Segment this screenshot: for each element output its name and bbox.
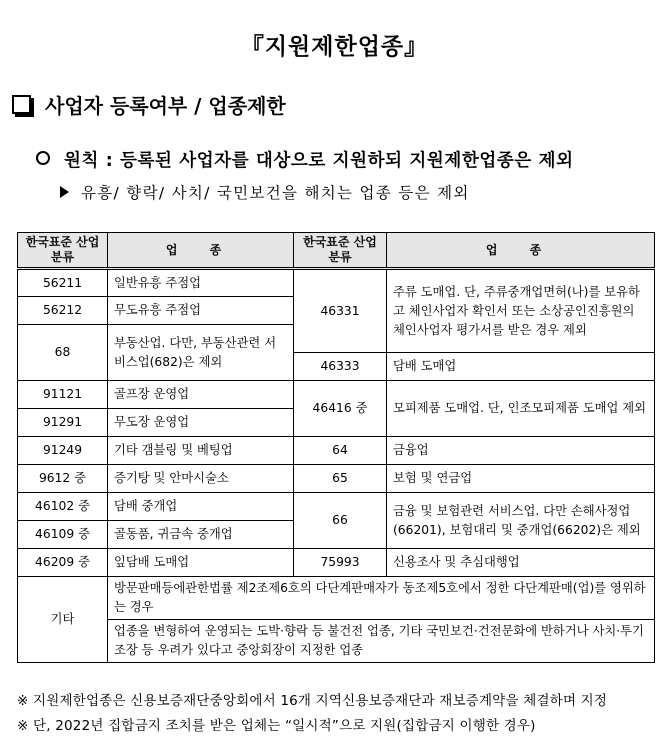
industry-cell: 골동품, 귀금속 중개업 — [108, 521, 294, 549]
other-text-cell: 업종을 변형하여 운영되는 도박·향락 등 불건전 업종, 기타 국민보건·건전문화에 반하거나 사치·투기조장 등 우려가 있다고 중앙회장이 지정한 업종 — [108, 620, 655, 663]
code-cell: 66 — [294, 493, 387, 549]
industry-cell: 무도유흥 주점업 — [108, 297, 294, 325]
principle-line — [36, 147, 574, 172]
other-label-cell: 기타 — [18, 577, 108, 663]
industry-cell: 금융 및 보험관련 서비스업. 다만 손해사정업(66201), 보험대리 및 중개업(66202)은 제외 — [387, 493, 655, 549]
code-cell: 9612 중 — [18, 465, 108, 493]
industry-cell: 금융업 — [387, 437, 655, 465]
section-heading-text: 사업자 등록여부 / 업종제한 — [45, 94, 286, 118]
header-code: 한국표준 산업분류 — [18, 233, 108, 269]
code-cell: 64 — [294, 437, 387, 465]
table-row — [18, 465, 655, 493]
code-cell: 65 — [294, 465, 387, 493]
principle-text: 원칙 : 등록된 사업자를 대상으로 지원하되 지원제한업종은 제외 — [64, 151, 574, 171]
code-cell: 46331 — [294, 269, 387, 353]
code-cell: 56212 — [18, 297, 108, 325]
table-row — [18, 577, 655, 620]
table-row — [18, 620, 655, 663]
table-header-row — [18, 233, 655, 269]
circle-bullet-icon — [36, 151, 50, 165]
industry-cell: 신용조사 및 추심대행업 — [387, 549, 655, 577]
industry-cell: 담배 도매업 — [387, 353, 655, 381]
header-code-right: 한국표준 산업분류 — [294, 233, 387, 269]
restricted-industry-table — [17, 232, 655, 663]
code-cell: 46209 중 — [18, 549, 108, 577]
exclusion-text: 유흥/ 향락/ 사치/ 국민보건을 해치는 업종 등은 제외 — [81, 184, 470, 202]
table-row — [18, 437, 655, 465]
code-cell: 91291 — [18, 409, 108, 437]
industry-cell: 골프장 운영업 — [108, 381, 294, 409]
code-cell: 75993 — [294, 549, 387, 577]
industry-cell: 담배 중개업 — [108, 493, 294, 521]
industry-cell: 보험 및 연금업 — [387, 465, 655, 493]
industry-cell: 증기탕 및 안마시술소 — [108, 465, 294, 493]
code-cell: 91121 — [18, 381, 108, 409]
exclusion-line — [60, 181, 470, 203]
industry-cell: 잎담배 도매업 — [108, 549, 294, 577]
industry-cell: 일반유흥 주점업 — [108, 269, 294, 297]
other-text-cell: 방문판매등에관한법률 제2조제6호의 다단계판매자가 동조제5호에서 정한 다단계판매(업)를 영위하는 경우 — [108, 577, 655, 620]
checkbox-square-icon — [12, 95, 31, 114]
industry-cell: 부동산업. 다만, 부동산관련 서비스업(682)은 제외 — [108, 325, 294, 381]
code-cell: 46102 중 — [18, 493, 108, 521]
header-industry-right: 업 종 — [387, 233, 655, 269]
table-row — [18, 549, 655, 577]
header-industry: 업 종 — [108, 233, 294, 269]
code-cell: 68 — [18, 325, 108, 381]
triangle-bullet-icon — [60, 186, 69, 198]
footnote: ※ 지원제한업종은 신용보증재단중앙회에서 16개 지역신용보증재단과 재보증계약을 체결하며 지정 — [17, 693, 608, 709]
table-row — [18, 381, 655, 409]
code-cell: 46416 중 — [294, 381, 387, 437]
table-row — [18, 493, 655, 521]
industry-cell: 모피제품 도매업. 단, 인조모피제품 도매업 제외 — [387, 381, 655, 437]
industry-cell: 무도장 운영업 — [108, 409, 294, 437]
industry-cell: 주류 도매업. 단, 주류중개업면허(나)를 보유하고 체인사업자 확인서 또는 소상공인진흥원의 체인사업자 평가서를 받은 경우 제외 — [387, 269, 655, 353]
industry-cell: 기타 갬블링 및 베팅업 — [108, 437, 294, 465]
code-cell: 56211 — [18, 269, 108, 297]
code-cell: 91249 — [18, 437, 108, 465]
code-cell: 46109 중 — [18, 521, 108, 549]
table-row — [18, 269, 655, 297]
section-heading — [12, 90, 286, 119]
footnote: ※ 단, 2022년 집합금지 조치를 받은 업체는 “일시적”으로 지원(집합금지 이행한 경우) — [17, 718, 536, 734]
code-cell: 46333 — [294, 353, 387, 381]
page-title: 『지원제한업종』 — [240, 34, 429, 60]
